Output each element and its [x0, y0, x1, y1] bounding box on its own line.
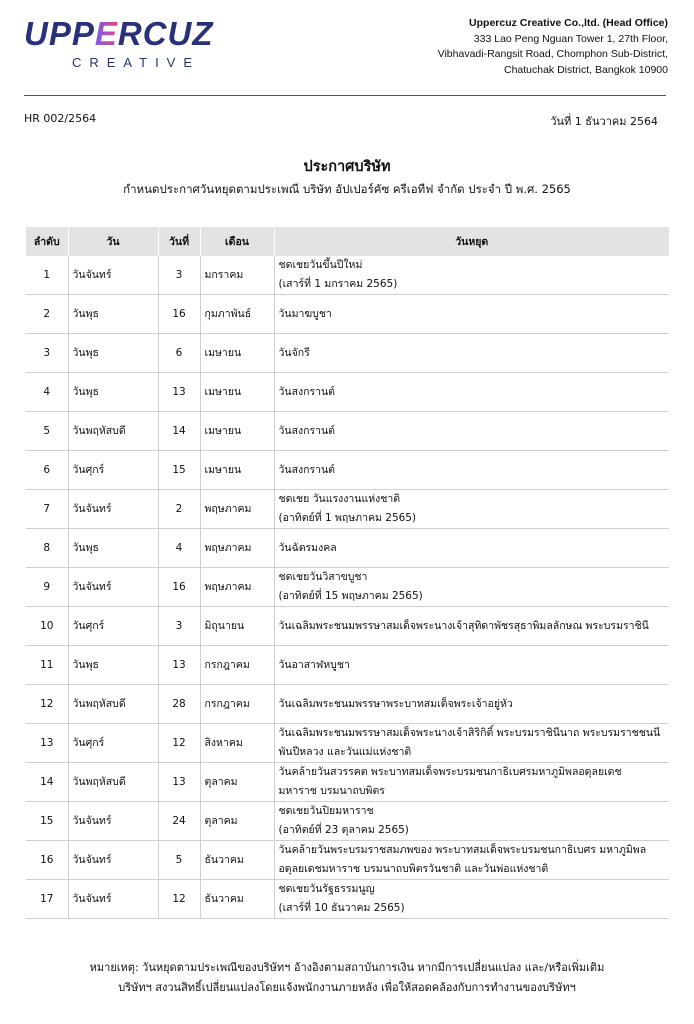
table-row — [26, 412, 669, 451]
holiday-detail: (อาทิตย์ที่ 23 ตุลาคม 2565) — [278, 824, 409, 836]
cell-holiday — [274, 724, 669, 763]
table-row — [26, 490, 669, 529]
table-header-row — [26, 227, 669, 256]
holiday-name: วันเฉลิมพระชนมพรรษาพระบาทสมเด็จพระเจ้าอยู่หัว — [278, 697, 513, 710]
cell-month: มกราคม — [200, 256, 274, 295]
table-row — [26, 724, 669, 763]
table-row — [26, 451, 669, 490]
cell-month: เมษายน — [200, 451, 274, 490]
table-row — [26, 373, 669, 412]
cell-day: วันศุกร์ — [68, 724, 158, 763]
cell-month: เมษายน — [200, 412, 274, 451]
cell-date: 14 — [158, 412, 200, 451]
cell-month: ธันวาคม — [200, 841, 274, 880]
cell-holiday — [274, 568, 669, 607]
cell-date: 16 — [158, 295, 200, 334]
cell-no: 6 — [26, 451, 68, 490]
document-number: HR 002/2564 — [24, 112, 97, 125]
cell-month: กรกฎาคม — [200, 646, 274, 685]
cell-day: วันพุธ — [68, 529, 158, 568]
cell-holiday — [274, 295, 669, 334]
cell-day: วันศุกร์ — [68, 451, 158, 490]
cell-day: วันจันทร์ — [68, 490, 158, 529]
table-row — [26, 802, 669, 841]
address-line-3: Chatuchak District, Bangkok 10900 — [503, 63, 668, 76]
table-row — [26, 295, 669, 334]
holiday-name: วันฉัตรมงคล — [278, 541, 337, 554]
cell-month: ตุลาคม — [200, 802, 274, 841]
footnote-line-1: หมายเหตุ: วันหยุดตามประเพณีของบริษัทฯ อ้างอิงตามสถาบันการเงิน หากมีการเปลี่ยนแปลง และ/หรือเพิ่มเติม — [89, 961, 605, 974]
cell-day: วันจันทร์ — [68, 841, 158, 880]
table-row — [26, 334, 669, 373]
cell-holiday — [274, 334, 669, 373]
header-no: ลำดับ — [26, 227, 68, 256]
cell-day: วันจันทร์ — [68, 568, 158, 607]
cell-day: วันจันทร์ — [68, 256, 158, 295]
cell-month: ธันวาคม — [200, 880, 274, 919]
cell-month: เมษายน — [200, 373, 274, 412]
logo-wordmark: UPPERCUZ — [24, 15, 214, 52]
table-row — [26, 685, 669, 724]
holiday-name: วันคล้ายวันพระบรมราชสมภพของ พระบาทสมเด็จพระบรมชนกาธิเบศร มหาภูมิพล — [278, 844, 647, 856]
cell-no: 8 — [26, 529, 68, 568]
address-line-1: 333 Lao Peng Nguan Tower 1, 27th Floor, — [473, 32, 668, 45]
cell-holiday — [274, 256, 669, 295]
cell-holiday — [274, 373, 669, 412]
cell-month: เมษายน — [200, 334, 274, 373]
cell-date: 13 — [158, 646, 200, 685]
cell-holiday — [274, 451, 669, 490]
cell-day: วันพฤหัสบดี — [68, 763, 158, 802]
holiday-name: ชดเชยวันปิยมหาราช — [278, 805, 374, 817]
cell-no: 3 — [26, 334, 68, 373]
holiday-detail: อดุลยเดชมหาราช บรมนาถบพิตรวันชาติ และวันพ่อแห่งชาติ — [278, 863, 549, 875]
cell-holiday — [274, 880, 669, 919]
table-row — [26, 256, 669, 295]
cell-day: วันพุธ — [68, 295, 158, 334]
holiday-name: ชดเชยวันรัฐธรรมนูญ — [278, 883, 375, 895]
cell-date: 13 — [158, 763, 200, 802]
holiday-name: วันสงกรานต์ — [278, 385, 335, 398]
cell-holiday — [274, 841, 669, 880]
cell-no: 2 — [26, 295, 68, 334]
cell-no: 12 — [26, 685, 68, 724]
holiday-name: ชดเชยวันวิสาขบูชา — [278, 571, 368, 583]
cell-date: 12 — [158, 724, 200, 763]
holiday-name: วันสงกรานต์ — [278, 463, 335, 476]
table-row — [26, 568, 669, 607]
cell-holiday — [274, 490, 669, 529]
holiday-name: วันมาฆบูชา — [278, 307, 332, 320]
logo-subtitle: CREATIVE — [71, 55, 201, 70]
holiday-name: วันเฉลิมพระชนมพรรษาสมเด็จพระนางเจ้าสิริกิติ์ พระบรมราชินีนาถ พระบรมราชชนนี — [278, 727, 661, 739]
holiday-name: วันอาสาฬหบูชา — [278, 658, 350, 671]
announcement-title: ประกาศบริษัท — [303, 159, 391, 175]
cell-no: 13 — [26, 724, 68, 763]
cell-day: วันพุธ — [68, 373, 158, 412]
cell-date: 3 — [158, 607, 200, 646]
cell-month: กุมภาพันธ์ — [200, 295, 274, 334]
document-date: วันที่ 1 ธันวาคม 2564 — [550, 115, 658, 128]
cell-day: วันพุธ — [68, 334, 158, 373]
cell-holiday — [274, 802, 669, 841]
holiday-detail: (เสาร์ที่ 1 มกราคม 2565) — [278, 278, 398, 290]
cell-day: วันศุกร์ — [68, 607, 158, 646]
company-address-block — [438, 16, 668, 78]
cell-day: วันจันทร์ — [68, 880, 158, 919]
cell-date: 16 — [158, 568, 200, 607]
holiday-detail: (อาทิตย์ที่ 15 พฤษภาคม 2565) — [278, 590, 423, 602]
cell-month: สิงหาคม — [200, 724, 274, 763]
cell-no: 10 — [26, 607, 68, 646]
cell-date: 15 — [158, 451, 200, 490]
cell-month: ตุลาคม — [200, 763, 274, 802]
header-divider — [24, 95, 666, 96]
cell-date: 28 — [158, 685, 200, 724]
cell-day: วันจันทร์ — [68, 802, 158, 841]
cell-no: 16 — [26, 841, 68, 880]
cell-month: พฤษภาคม — [200, 568, 274, 607]
address-line-2: Vibhavadi-Rangsit Road, Chomphon Sub-District, — [437, 48, 668, 60]
cell-day: วันพุธ — [68, 646, 158, 685]
footnote — [0, 958, 694, 998]
cell-holiday — [274, 529, 669, 568]
cell-no: 4 — [26, 373, 68, 412]
cell-month: กรกฎาคม — [200, 685, 274, 724]
holiday-name: ชดเชย วันแรงงานแห่งชาติ — [278, 493, 401, 505]
cell-no: 11 — [26, 646, 68, 685]
announcement-subtitle: กำหนดประกาศวันหยุดตามประเพณี บริษัท อัปเปอร์คัซ ครีเอทีฟ จำกัด ประจำ ปี พ.ศ. 2565 — [123, 182, 571, 196]
cell-holiday — [274, 646, 669, 685]
cell-no: 17 — [26, 880, 68, 919]
footnote-line-2: บริษัทฯ สงวนสิทธิ์เปลี่ยนแปลงโดยแจ้งพนักงานภายหลัง เพื่อให้สอดคล้องกับการทำงานของบริษัทฯ — [118, 981, 576, 994]
cell-date: 24 — [158, 802, 200, 841]
cell-date: 2 — [158, 490, 200, 529]
table-row — [26, 646, 669, 685]
cell-date: 13 — [158, 373, 200, 412]
holiday-name: วันคล้ายวันสวรรคต พระบาทสมเด็จพระบรมชนกาธิเบศรมหาภูมิพลอดุลยเดช — [278, 766, 622, 778]
cell-holiday — [274, 763, 669, 802]
table-row — [26, 763, 669, 802]
cell-no: 5 — [26, 412, 68, 451]
holiday-name: วันเฉลิมพระชนมพรรษาสมเด็จพระนางเจ้าสุทิดาพัชรสุธาพิมลลักษณ พระบรมราชินี — [278, 619, 649, 632]
header-month: เดือน — [200, 227, 274, 256]
holiday-detail: พันปีหลวง และวันแม่แห่งชาติ — [278, 746, 412, 758]
cell-month: พฤษภาคม — [200, 529, 274, 568]
header-holiday: วันหยุด — [274, 227, 669, 256]
cell-day: วันพฤหัสบดี — [68, 412, 158, 451]
cell-day: วันพฤหัสบดี — [68, 685, 158, 724]
table-row — [26, 607, 669, 646]
cell-no: 1 — [26, 256, 68, 295]
cell-date: 4 — [158, 529, 200, 568]
header-day: วัน — [68, 227, 158, 256]
holiday-table — [26, 227, 669, 919]
cell-date: 5 — [158, 841, 200, 880]
cell-month: มิถุนายน — [200, 607, 274, 646]
header-date: วันที่ — [158, 227, 200, 256]
cell-no: 7 — [26, 490, 68, 529]
cell-holiday — [274, 412, 669, 451]
cell-date: 6 — [158, 334, 200, 373]
table-row — [26, 841, 669, 880]
holiday-name: วันสงกรานต์ — [278, 424, 335, 437]
company-name: Uppercuz Creative Co.,ltd. (Head Office) — [469, 17, 668, 29]
cell-holiday — [274, 685, 669, 724]
cell-no: 14 — [26, 763, 68, 802]
cell-month: พฤษภาคม — [200, 490, 274, 529]
holiday-name: ชดเชยวันขึ้นปีใหม่ — [278, 259, 363, 271]
cell-date: 3 — [158, 256, 200, 295]
cell-date: 12 — [158, 880, 200, 919]
holiday-name: วันจักรี — [278, 346, 310, 359]
table-row — [26, 529, 669, 568]
holiday-detail: มหาราช บรมนาถบพิตร — [278, 785, 385, 797]
cell-no: 9 — [26, 568, 68, 607]
company-logo — [24, 14, 238, 70]
cell-holiday — [274, 607, 669, 646]
cell-no: 15 — [26, 802, 68, 841]
table-row — [26, 880, 669, 919]
holiday-detail: (เสาร์ที่ 10 ธันวาคม 2565) — [278, 902, 405, 914]
holiday-detail: (อาทิตย์ที่ 1 พฤษภาคม 2565) — [278, 512, 417, 524]
